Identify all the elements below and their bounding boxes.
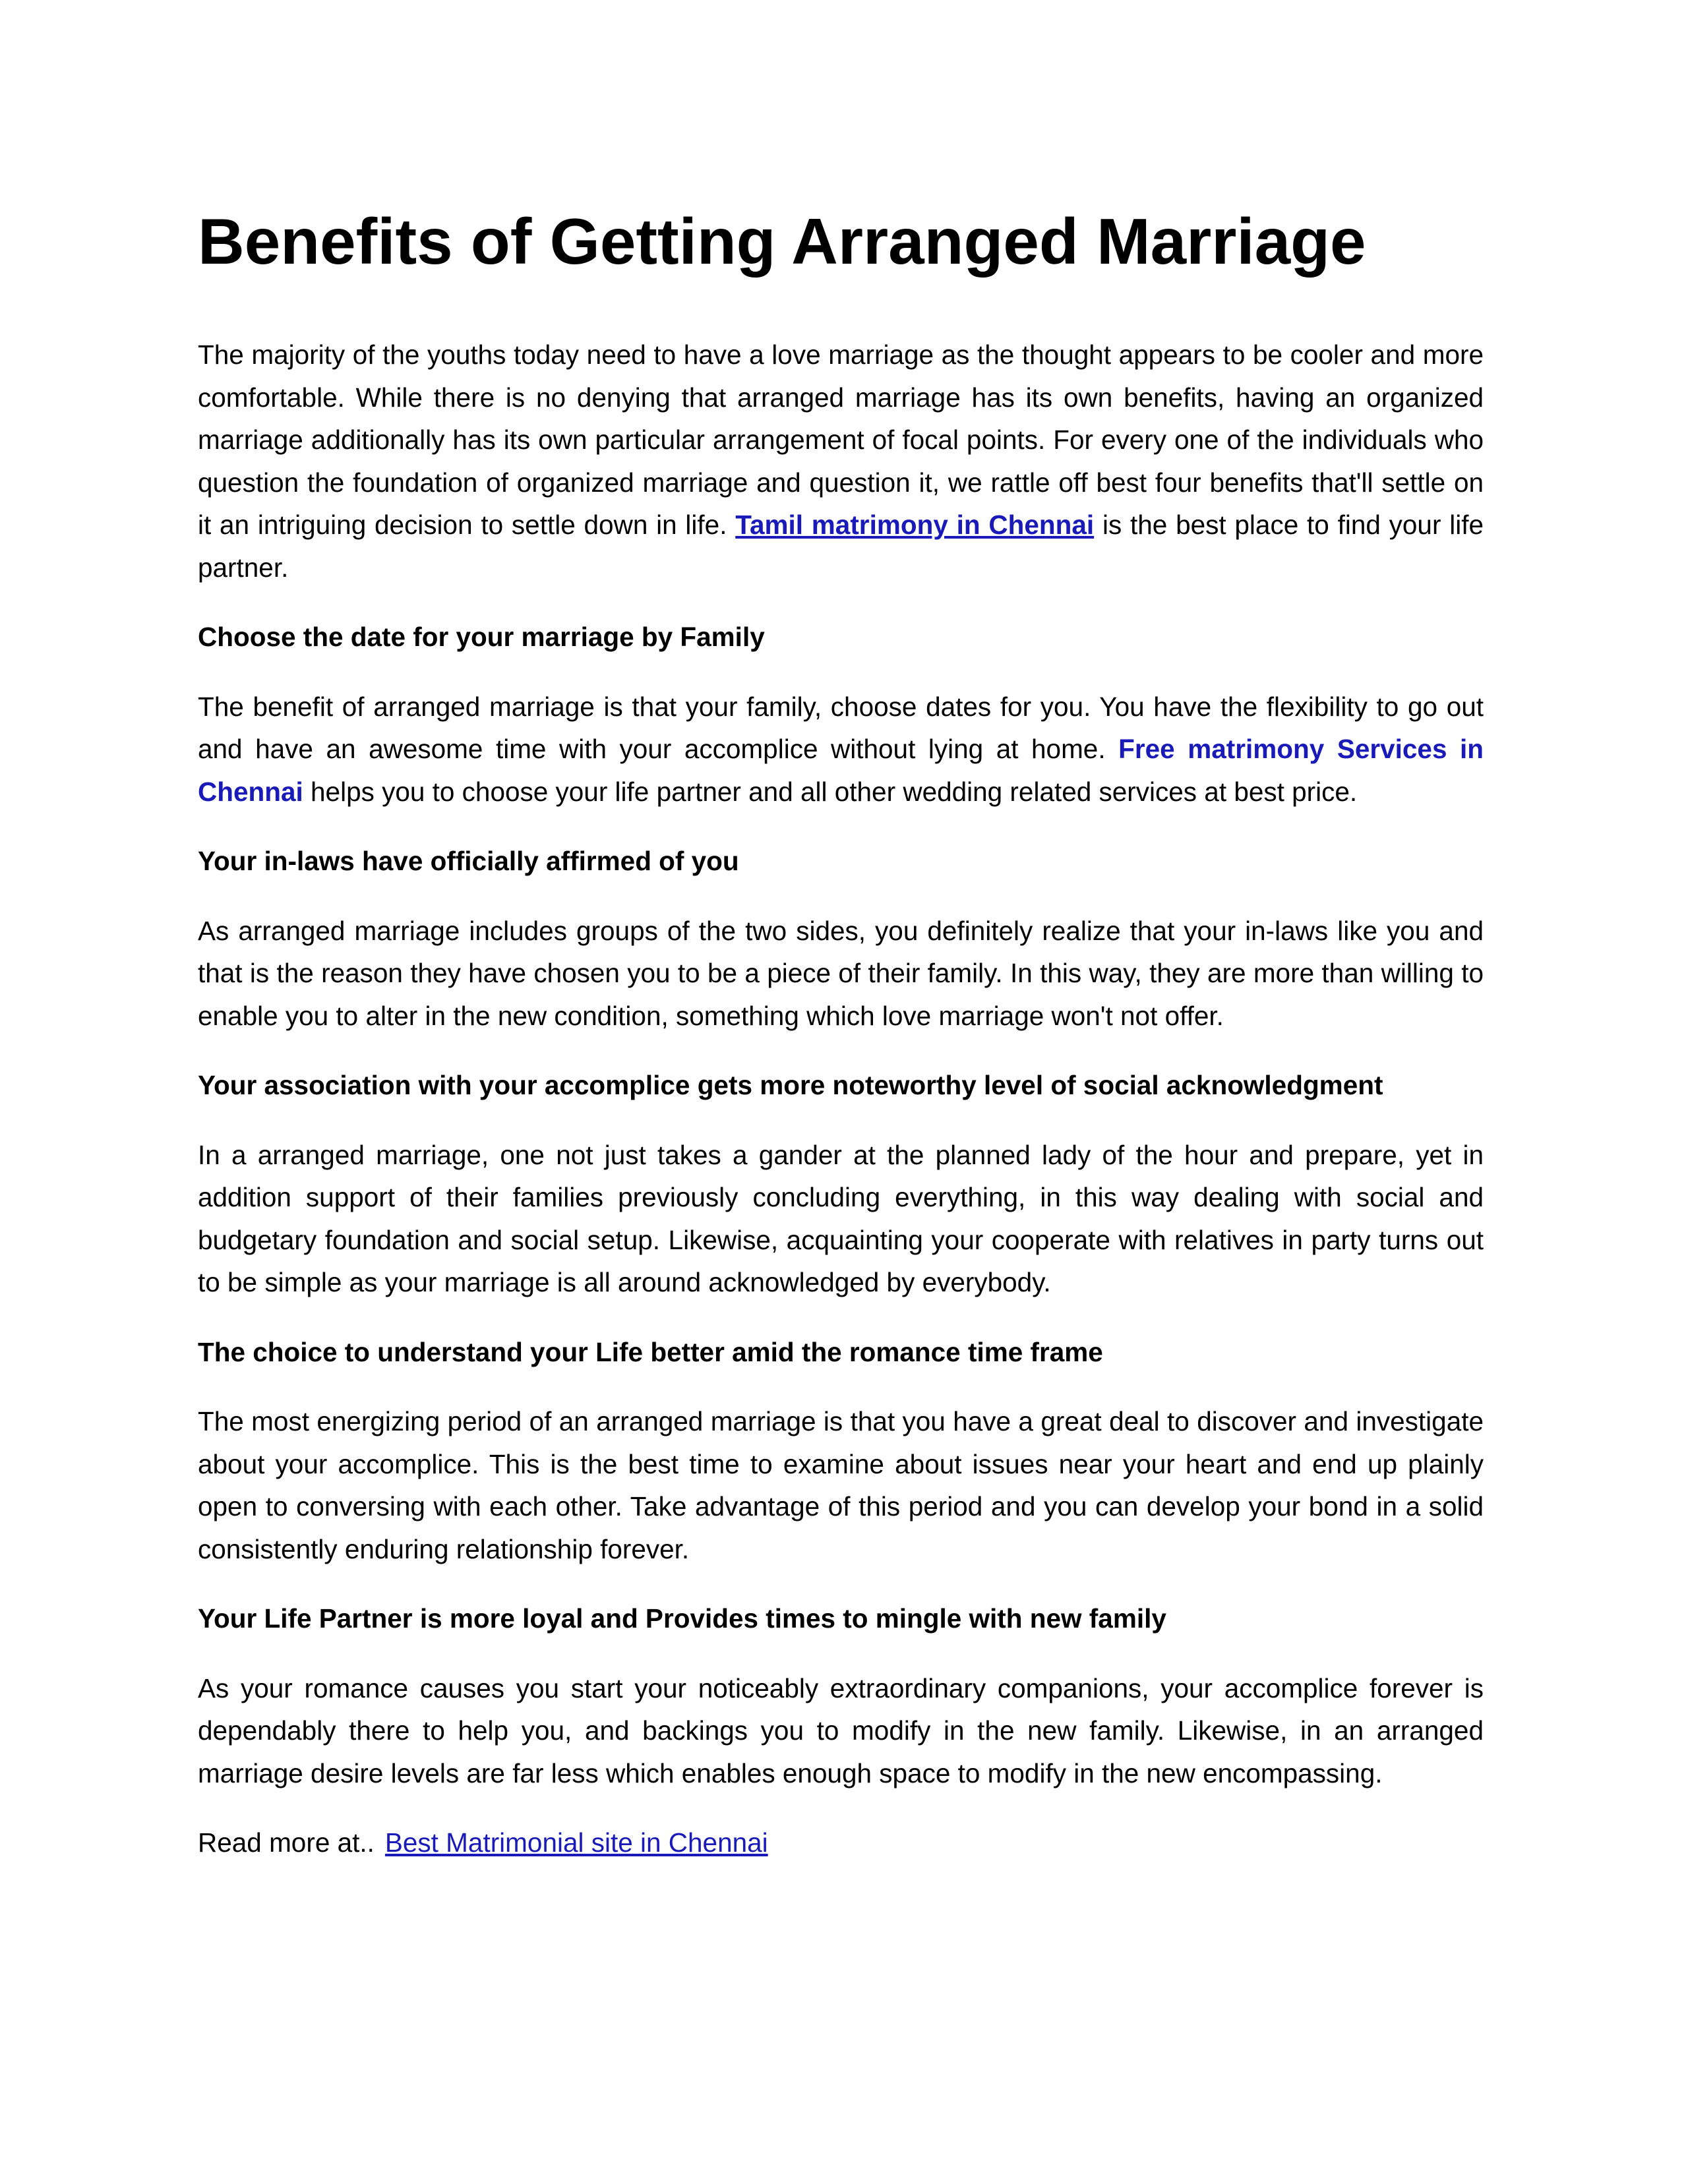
spacer: [198, 589, 1484, 616]
spacer: [198, 1640, 1484, 1667]
section-paragraph-loyal-partner: As your romance causes you start your noticeably extraordinary companions, your accomplice forever is dependably there to help you, and backings you to modify in the new family. Likewise, in an arranged marriage desire levels are far less which enables enough space to modify in the new encompassing.: [198, 1672, 1484, 1788]
section-paragraph-in-laws: As arranged marriage includes groups of the two sides, you definitely realize that your in-laws like you and that is the reason they have chosen you to be a piece of their family. In this way, they are more than willing to enable you to alter in the new condition, something which love marriage won't not offer.: [198, 915, 1484, 1031]
spacer: [198, 1794, 1484, 1821]
read-more-line: [198, 1821, 1484, 1864]
intro-text-before-link: The majority of the youths today need to have a love marriage as the thought appears to be cooler and more comfortable. While there is no denying that arranged marriage has its own benefits, having an organized marriage additionally has its own particular arrangement of focal points. For every one of the individuals who question the foundation of organized marriage and question it, we rattle off best four benefits that'll settle on it an intriguing decision to settle down in life.: [198, 339, 1484, 540]
read-more-label: Read more at..: [198, 1827, 375, 1858]
section-heading-loyal-partner: Your Life Partner is more loyal and Provides times to mingle with new family: [198, 1603, 1166, 1634]
section-paragraph-date-by-family: [198, 686, 1484, 813]
document-page: [198, 198, 1484, 1864]
spacer: [198, 659, 1484, 686]
spacer: [198, 1570, 1484, 1597]
section-heading-date-by-family: Choose the date for your marriage by Family: [198, 622, 765, 652]
spacer: [198, 1107, 1484, 1134]
spacer: [198, 883, 1484, 910]
intro-text-after-link: is the best place to find your life partner.: [198, 510, 1484, 583]
document-title: Benefits of Getting Arranged Marriage: [198, 205, 1366, 278]
free-matrimony-services-link[interactable]: Free matrimony Services in Chennai: [198, 734, 1484, 807]
spacer: [198, 285, 1484, 334]
section-paragraph-social-acknowledgment: In a arranged marriage, one not just takes a gander at the planned lady of the hour and prepare, yet in addition support of their families previously concluding everything, in this way dealing with social and budgetary foundation and social setup. Likewise, acquainting your cooperate with relatives in party turns out to be simple as your marriage is all around acknowledged by everybody.: [198, 1139, 1484, 1297]
section-text-before-link: The benefit of arranged marriage is that your family, choose dates for you. You have the flexibility to go out and have an awesome time with your accomplice without lying at home.: [198, 691, 1484, 764]
spacer: [198, 813, 1484, 840]
section-heading-romance-time-frame: The choice to understand your Life better amid the romance time frame: [198, 1336, 1103, 1367]
section-text-after-link: helps you to choose your life partner and all other wedding related services at best price.: [303, 776, 1358, 807]
section-heading-in-laws: Your in-laws have officially affirmed of you: [198, 846, 739, 876]
spacer: [198, 1373, 1484, 1400]
spacer: [198, 1304, 1484, 1331]
section-paragraph-romance-time-frame: The most energizing period of an arranged marriage is that you have a great deal to discover and investigate about your accomplice. This is the best time to examine about issues near your heart and end up plainly open to conversing with each other. Take advantage of this period and you can develop your bond in a solid consistently enduring relationship forever.: [198, 1406, 1484, 1564]
best-matrimonial-site-link[interactable]: Best Matrimonial site in Chennai: [384, 1827, 768, 1858]
tamil-matrimony-link[interactable]: Tamil matrimony in Chennai: [735, 510, 1095, 540]
section-heading-social-acknowledgment: Your association with your accomplice gets more noteworthy level of social acknowledgment: [198, 1070, 1383, 1100]
intro-paragraph: [198, 334, 1484, 589]
spacer: [198, 1037, 1484, 1064]
